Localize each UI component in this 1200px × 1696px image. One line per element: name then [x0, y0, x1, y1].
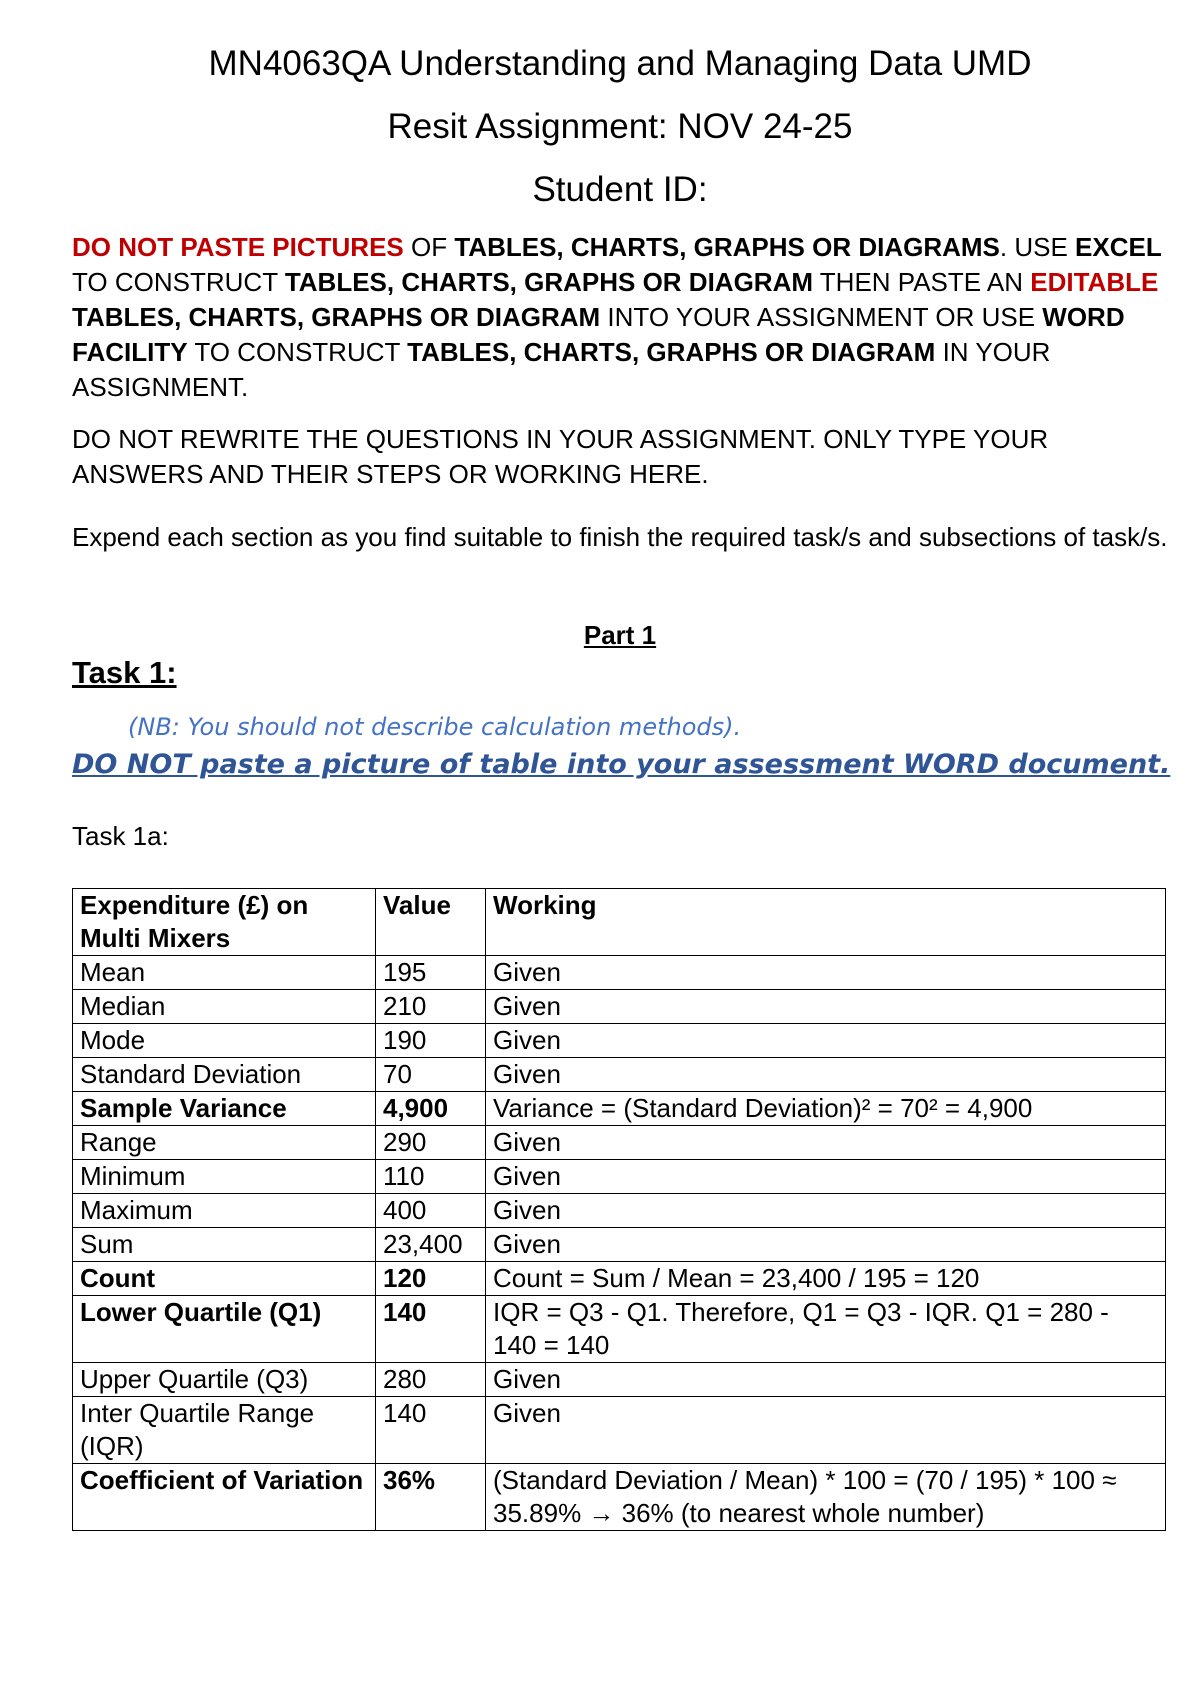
row-label: Sample Variance — [73, 1092, 376, 1126]
row-label: Upper Quartile (Q3) — [73, 1363, 376, 1397]
row-label: Mean — [73, 956, 376, 990]
row-value: 195 — [376, 956, 486, 990]
header-working: Working — [486, 889, 1166, 956]
table-row — [73, 1024, 1166, 1058]
header-value: Value — [376, 889, 486, 956]
table-row — [73, 1126, 1166, 1160]
row-label: Standard Deviation — [73, 1058, 376, 1092]
row-working: (Standard Deviation / Mean) * 100 = (70 / 195) * 100 ≈ 35.89% → 36% (to nearest whole number) — [486, 1464, 1166, 1531]
instruction-text: OF — [403, 232, 455, 262]
row-working: Given — [486, 1363, 1166, 1397]
nb-note: (NB: You should not describe calculation methods). — [128, 713, 742, 741]
table-warning: DO NOT paste a picture of table into your assessment WORD document. — [72, 749, 1171, 780]
row-value: 36% — [376, 1464, 486, 1531]
row-value: 140 — [376, 1296, 486, 1363]
row-label: Minimum — [73, 1160, 376, 1194]
table-row — [73, 1397, 1166, 1464]
row-working: IQR = Q3 - Q1. Therefore, Q1 = Q3 - IQR. Q1 = 280 - 140 = 140 — [486, 1296, 1166, 1363]
table-row — [73, 1092, 1166, 1126]
instruction-warning-text: DO NOT PASTE PICTURES — [72, 232, 404, 262]
row-value: 4,900 — [376, 1092, 486, 1126]
row-working: Given — [486, 1160, 1166, 1194]
row-label: Maximum — [73, 1194, 376, 1228]
instruction-bold-text: EXCEL — [1075, 232, 1162, 262]
row-working: Variance = (Standard Deviation)² = 70² = 4,900 — [486, 1092, 1166, 1126]
header-measure: Expenditure (£) on Multi Mixers — [73, 889, 376, 956]
row-label: Inter Quartile Range (IQR) — [73, 1397, 376, 1464]
table-row — [73, 956, 1166, 990]
row-working: Given — [486, 1126, 1166, 1160]
instruction-bold-text: TABLES, CHARTS, GRAPHS OR DIAGRAM — [72, 302, 601, 332]
row-label: Range — [73, 1126, 376, 1160]
table-row — [73, 1058, 1166, 1092]
part-heading: Part 1 — [583, 620, 657, 650]
row-working: Given — [486, 1228, 1166, 1262]
row-value: 120 — [376, 1262, 486, 1296]
row-value: 70 — [376, 1058, 486, 1092]
table-row — [73, 1228, 1166, 1262]
row-label: Median — [73, 990, 376, 1024]
row-value: 140 — [376, 1397, 486, 1464]
task-heading: Task 1: — [72, 655, 177, 690]
row-value: 280 — [376, 1363, 486, 1397]
instruction-paragraph-2: DO NOT REWRITE THE QUESTIONS IN YOUR ASSIGNMENT. ONLY TYPE YOUR ANSWERS AND THEIR STEPS OR WORKING HERE. — [72, 424, 1049, 489]
table-row — [73, 1160, 1166, 1194]
row-label: Count — [73, 1262, 376, 1296]
row-value: 110 — [376, 1160, 486, 1194]
instruction-text: TO CONSTRUCT — [72, 267, 285, 297]
statistics-table — [72, 888, 1166, 1531]
instruction-paragraph-1 — [72, 230, 1172, 405]
row-working: Given — [486, 990, 1166, 1024]
instruction-text: . USE — [999, 232, 1076, 262]
row-value: 400 — [376, 1194, 486, 1228]
table-row — [73, 1363, 1166, 1397]
instruction-bold-text: TABLES, CHARTS, GRAPHS OR DIAGRAM — [407, 337, 936, 367]
instruction-text: THEN PASTE AN — [813, 267, 1031, 297]
task-subheading: Task 1a: — [72, 821, 169, 851]
row-value: 210 — [376, 990, 486, 1024]
instruction-text: TO CONSTRUCT — [187, 337, 408, 367]
row-working: Given — [486, 1397, 1166, 1464]
table-header-row — [73, 889, 1166, 956]
row-working: Given — [486, 1058, 1166, 1092]
table-row — [73, 990, 1166, 1024]
table-row — [73, 1464, 1166, 1531]
table-row — [73, 1296, 1166, 1363]
row-value: 23,400 — [376, 1228, 486, 1262]
instruction-bold-text: TABLES, CHARTS, GRAPHS OR DIAGRAMS — [454, 232, 1000, 262]
row-working: Count = Sum / Mean = 23,400 / 195 = 120 — [486, 1262, 1166, 1296]
instruction-bold-text: TABLES, CHARTS, GRAPHS OR DIAGRAM — [284, 267, 814, 297]
document-title: MN4063QA Understanding and Managing Data UMD — [208, 44, 1032, 83]
row-working: Given — [486, 1194, 1166, 1228]
row-working: Given — [486, 956, 1166, 990]
document-subtitle: Resit Assignment: NOV 24-25 — [387, 107, 853, 146]
instruction-warning-text: EDITABLE — [1030, 267, 1159, 297]
row-label: Sum — [73, 1228, 376, 1262]
row-label: Lower Quartile (Q1) — [73, 1296, 376, 1363]
instruction-text: IN YOUR ASSIGNMENT. — [72, 337, 1051, 402]
row-working: Given — [486, 1024, 1166, 1058]
instruction-text: INTO YOUR ASSIGNMENT OR USE — [600, 302, 1043, 332]
row-label: Coefficient of Variation — [73, 1464, 376, 1531]
row-value: 190 — [376, 1024, 486, 1058]
table-row — [73, 1194, 1166, 1228]
row-label: Mode — [73, 1024, 376, 1058]
row-value: 290 — [376, 1126, 486, 1160]
student-id-label: Student ID: — [532, 170, 708, 209]
table-row — [73, 1262, 1166, 1296]
instruction-bold-text: WORD FACILITY — [72, 302, 1125, 367]
instruction-paragraph-3: Expend each section as you find suitable to finish the required task/s and subsections of task/s. — [72, 522, 1168, 552]
